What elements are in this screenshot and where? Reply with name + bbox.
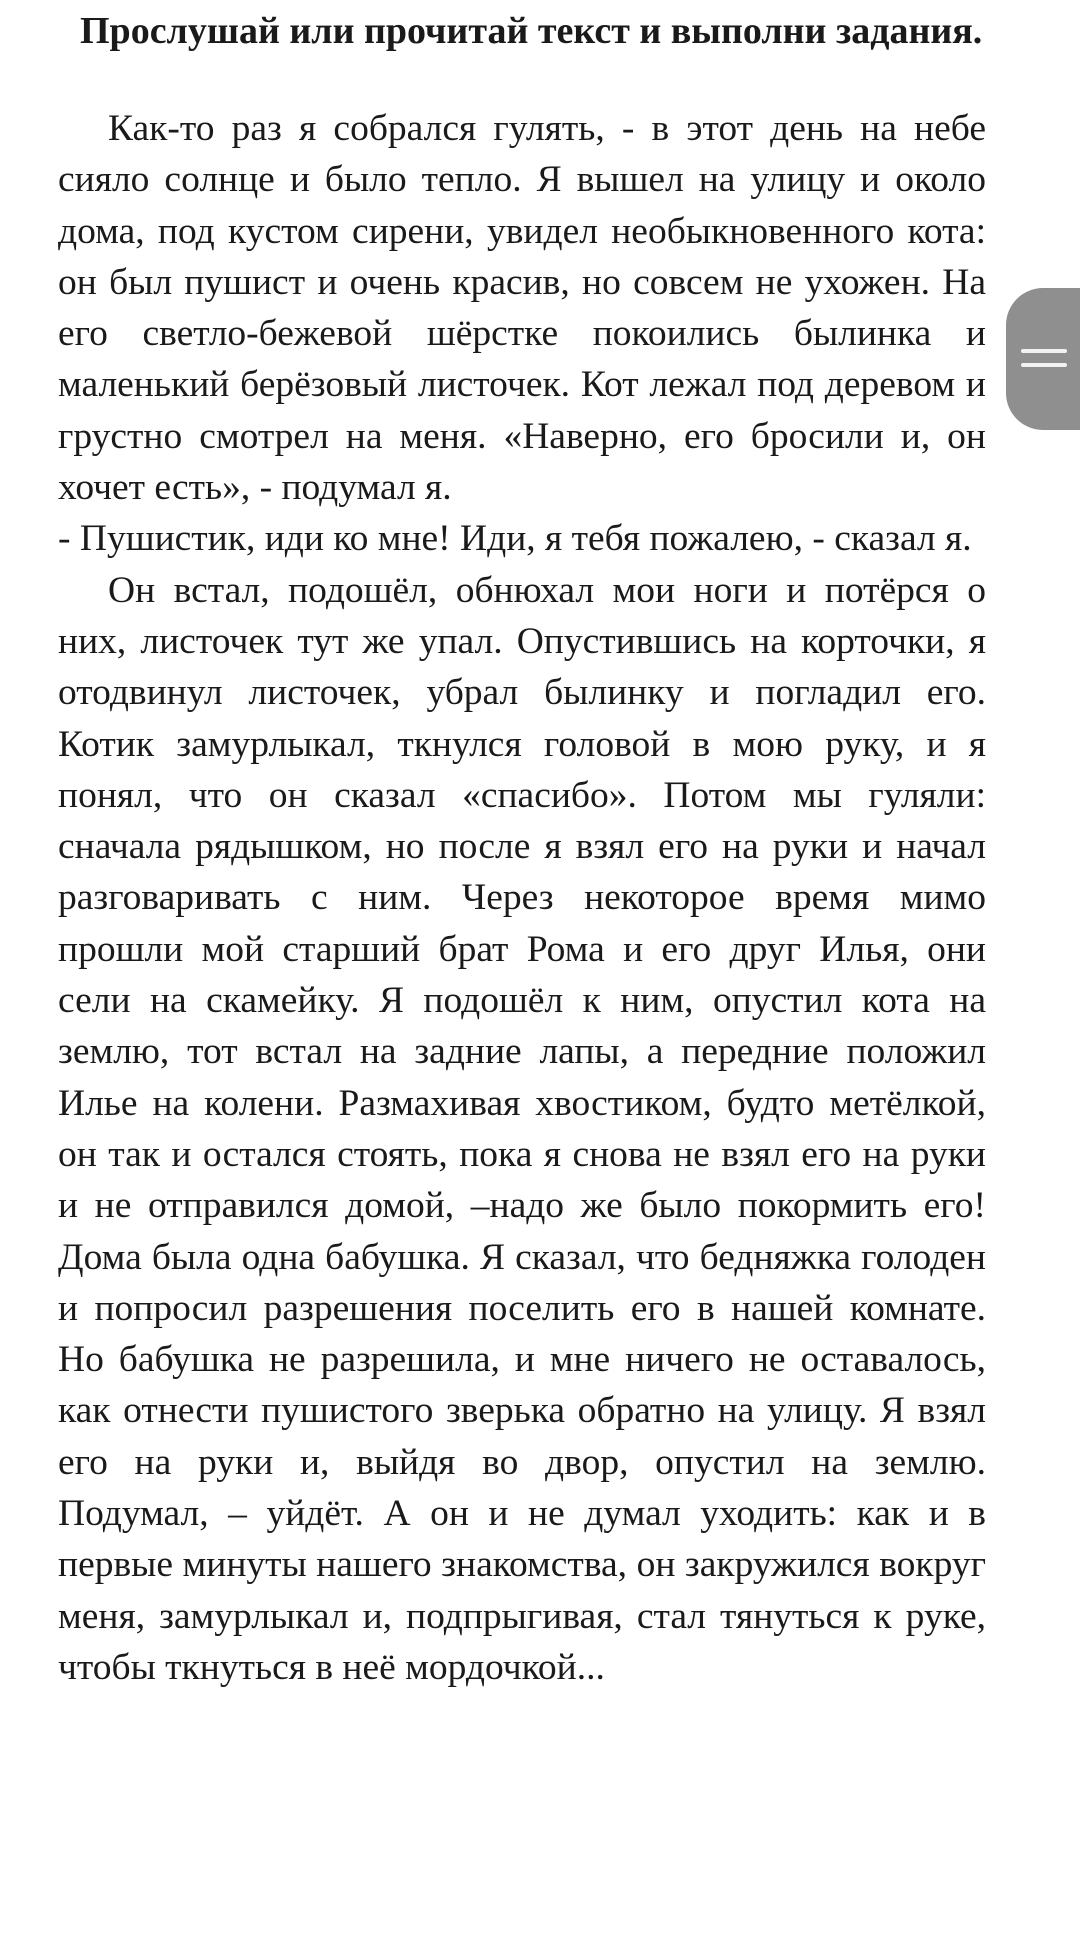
paragraph-1: Как-то раз я собрался гулять, - в этот день на небе сияло солнце и было тепло. Я вышел на улицу и около дома, под кустом сирени, увидел необыкновенного кота: он был пушист и очень красив, но совсем не ухожен. На его светло-бежевой шёрстке покоились былинка и маленький берёзовый листочек. Кот лежал под деревом и грустно смотрел на меня. «Наверно, его бросили и, он хочет есть», - подумал я. <box>58 108 986 509</box>
paragraph-3: Он встал, подошёл, обнюхал мои ноги и потёрся о них, листочек тут же упал. Опустившись на корточки, я отодвинул листочек, убрал былинку и погладил его. Котик замурлыкал, ткнулся головой в мою руку, и я понял, что он сказал «спасибо». Потом мы гуляли: сначала рядышком, но после я взял его на руки и начал разговаривать с ним. Через некоторое время мимо прошли мой старший брат Рома и его друг Илья, они сели на скамейку. Я подошёл к ним, опустил кота на землю, тот встал на задние лапы, а передние положил Илье на колени. Размахивая хвостиком, будто метёлкой, он так и остался стоять, пока я снова не взял его на руки и не отправился домой, –надо же было покормить его! Дома была одна бабушка. Я сказал, что бедняжка голоден и попросил разрешения поселить его в нашей комнате. Но бабушка не разрешила, и мне ничего не оставалось, как отнести пушистого зверька обратно на улицу. Я взял его на руки и, выйдя во двор, опустил на землю. Подумал, – уйдёт. А он и не думал уходить: как и в первые минуты нашего знакомства, он закружился вокруг меня, замурлыкал и, подпрыгивая, стал тянуться к руке, чтобы ткнуться в неё мордочкой... <box>58 569 986 1688</box>
drag-handle-icon-line <box>1021 363 1067 367</box>
document-page <box>58 6 986 1693</box>
drag-handle-icon <box>1021 349 1067 353</box>
task-heading: Прослушай или прочитай текст и выполни задания. <box>80 10 983 52</box>
story-text <box>58 103 986 1693</box>
paragraph-2-dialogue: - Пушистик, иди ко мне! Иди, я тебя пожалею, - сказал я. <box>58 518 972 560</box>
scroll-handle[interactable] <box>1006 288 1080 430</box>
